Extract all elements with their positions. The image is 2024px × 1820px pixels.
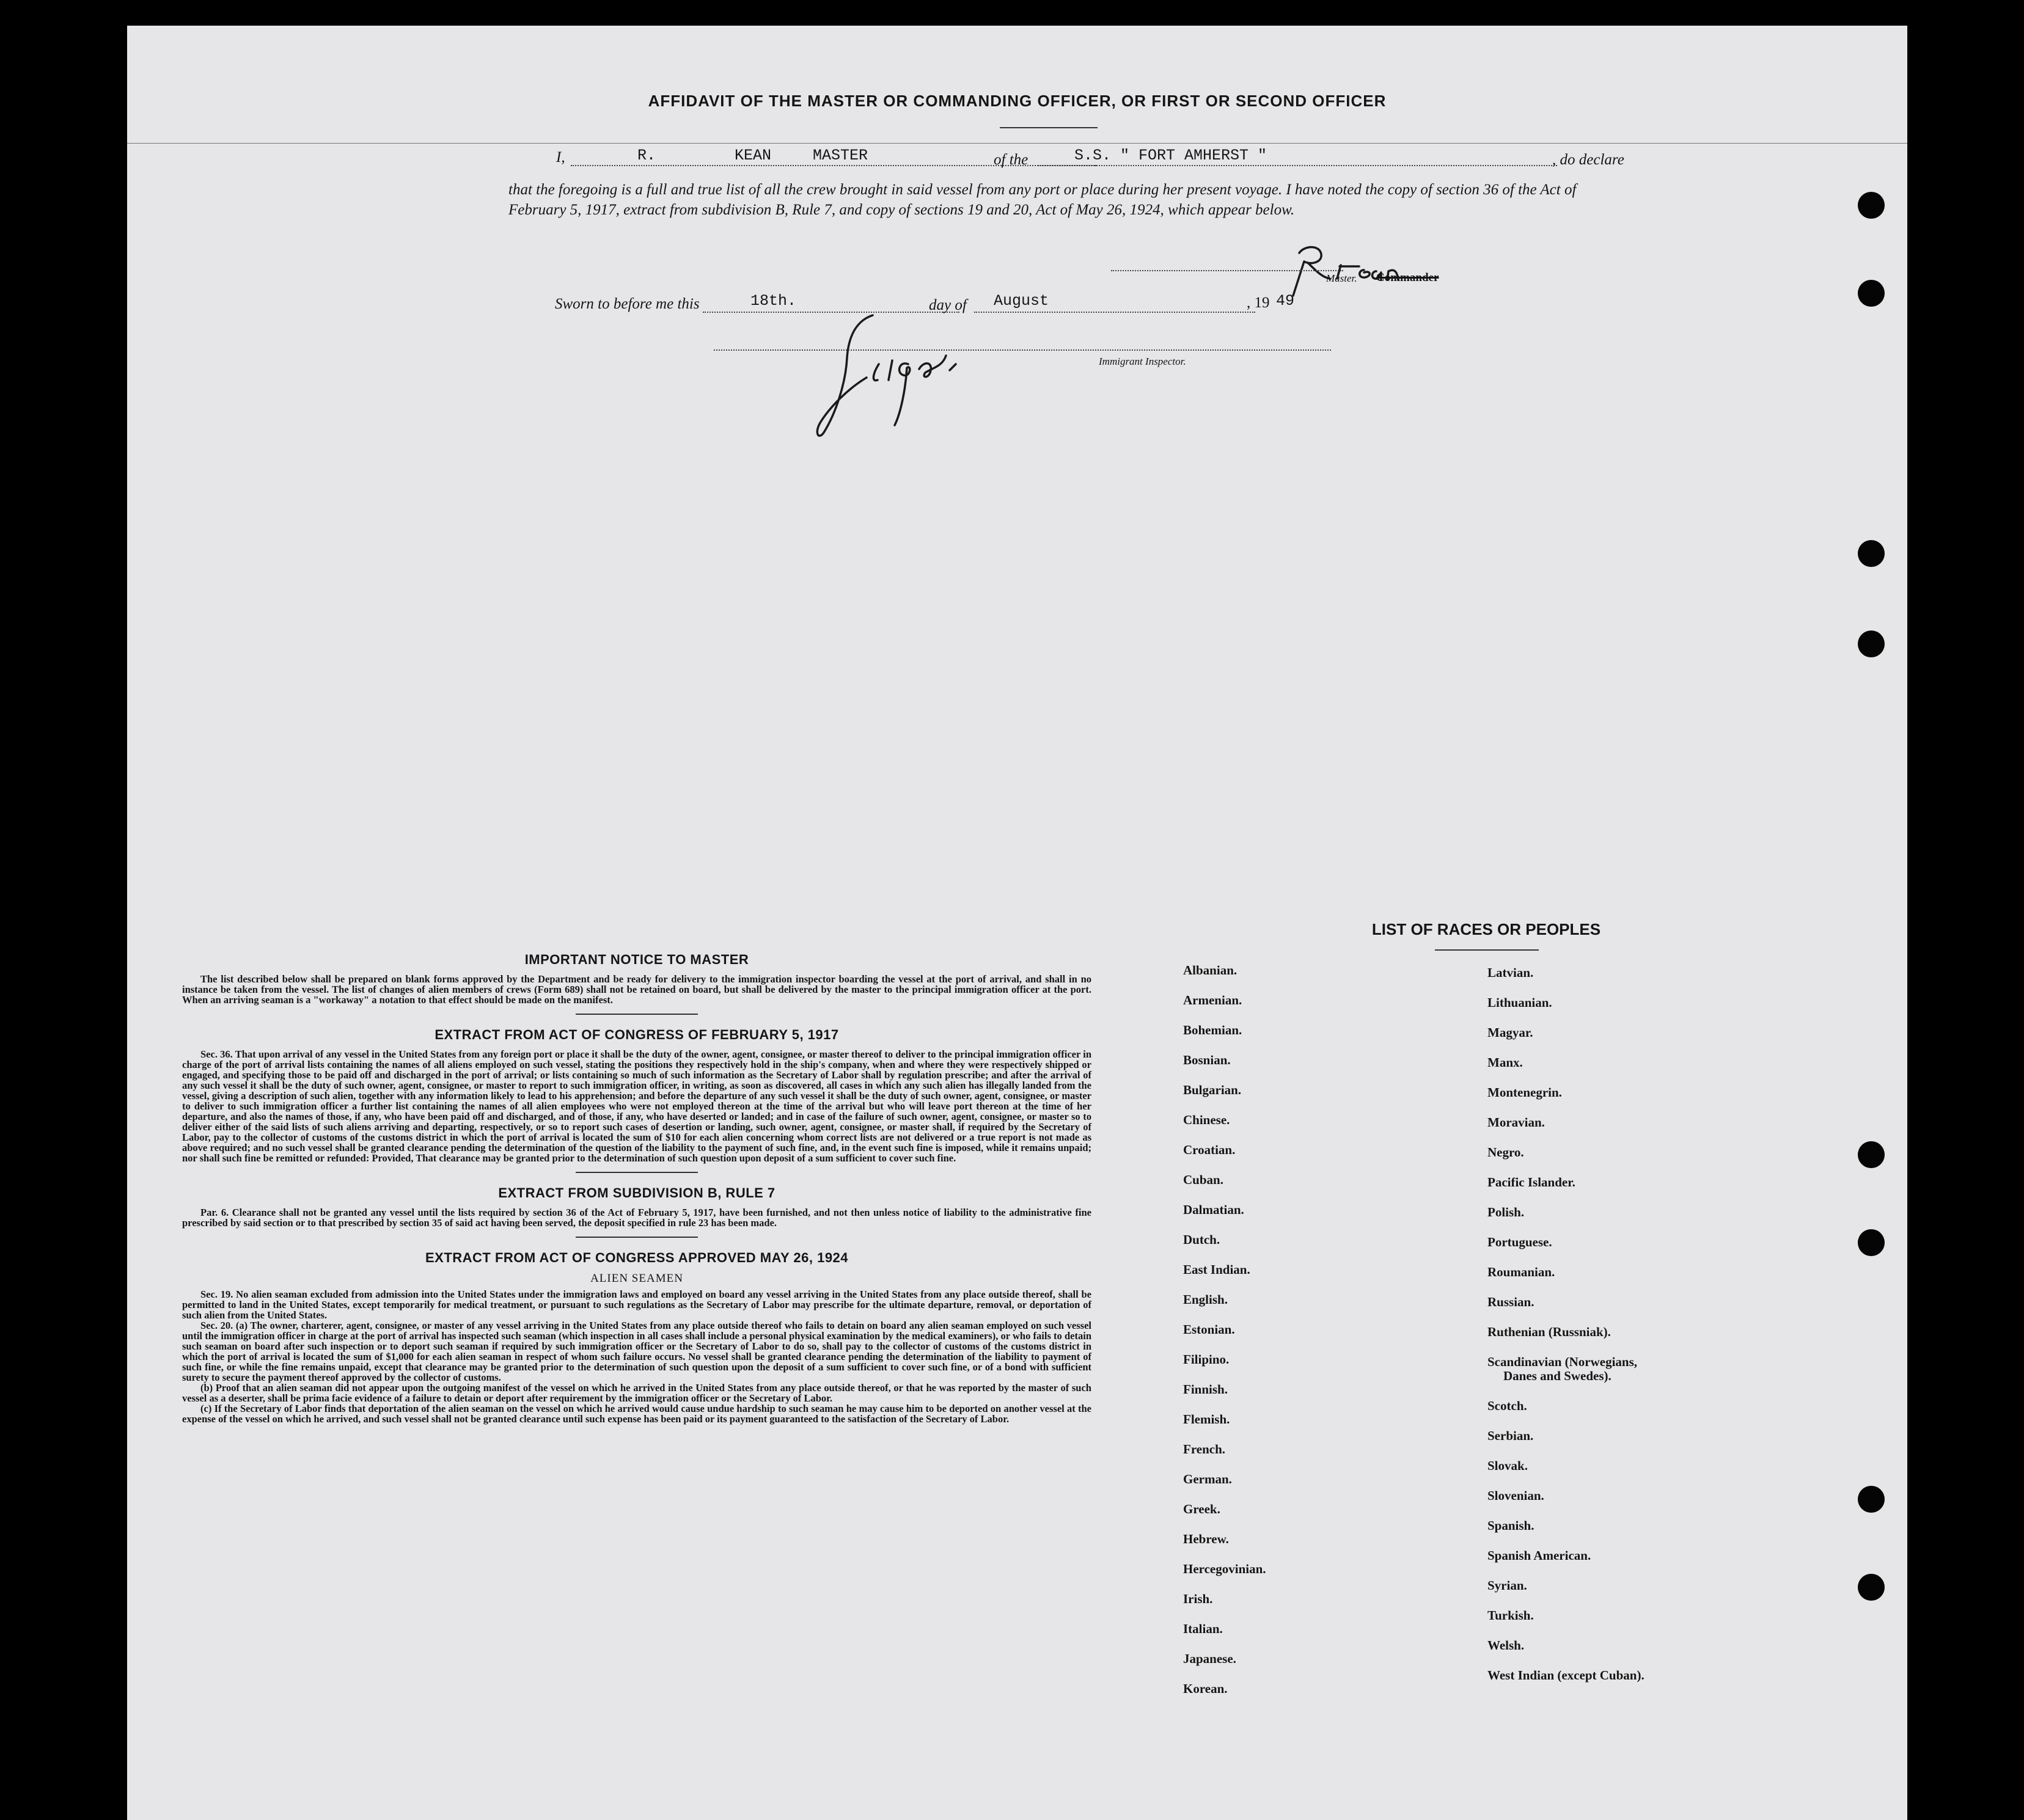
- race-item: Scotch.: [1487, 1398, 1527, 1413]
- race-item: Montenegrin.: [1487, 1085, 1562, 1100]
- race-item: Armenian.: [1183, 993, 1242, 1007]
- punch-hole: [1858, 1486, 1885, 1513]
- race-item: French.: [1183, 1442, 1226, 1456]
- race-item: Japanese.: [1183, 1651, 1236, 1666]
- affidavit-title: AFFIDAVIT OF THE MASTER OR COMMANDING OFFICER, OR FIRST OR SECOND OFFICER: [648, 92, 1387, 110]
- race-item: Estonian.: [1183, 1322, 1235, 1337]
- section-divider: [576, 1014, 698, 1015]
- race-item: Syrian.: [1487, 1578, 1527, 1593]
- race-item: Welsh.: [1487, 1638, 1525, 1653]
- of-the-label: of the: [994, 152, 1028, 168]
- race-item: Russian.: [1487, 1295, 1535, 1309]
- race-item: Magyar.: [1487, 1025, 1533, 1040]
- race-item: Polish.: [1487, 1205, 1525, 1219]
- vessel-name: S.S. " FORT AMHERST ": [1074, 147, 1267, 164]
- i-label: I,: [556, 149, 565, 166]
- race-item: Albanian.: [1183, 963, 1238, 978]
- section-divider: [576, 1172, 698, 1173]
- declaration-text: that the foregoing is a full and true list of all the crew brought in said vessel from any port or place during her present voyage. I have noted the copy of section 36 of the Act of February 5, 1917, extract from subdivision B, Rule 7, and copy of sections 19 and 20, Act of May 26, 1924, which appear below.: [508, 181, 1577, 218]
- extract-rule7-text: Par. 6. Clearance shall not be granted any vessel until the lists required by section 36 of the Act of February 5, 1917, have been furnished, and not then unless notice of liability to the administrative fine prescribed by said section or to that prescribed by section 35 of said act having been served, the deposit specified in rule 23 has been made.: [182, 1207, 1091, 1229]
- punch-hole: [1858, 280, 1885, 307]
- race-item: Cuban.: [1183, 1172, 1223, 1187]
- year-prefix: , 19: [1247, 294, 1270, 311]
- race-item: Turkish.: [1487, 1608, 1534, 1623]
- race-item: Slovenian.: [1487, 1488, 1544, 1503]
- race-item: Roumanian.: [1487, 1265, 1555, 1279]
- punch-hole: [1858, 192, 1885, 219]
- race-item: Italian.: [1183, 1621, 1223, 1636]
- race-item: Dalmatian.: [1183, 1202, 1244, 1217]
- extract-1924-sec20a: Sec. 20. (a) The owner, charterer, agent, consignee, or master of any vessel arriving in the United States from any place outside thereof who fails to detain on board any alien seaman employed on such vessel until the immigration officer in charge at the port of arrival has inspected such seaman (which inspection in all cases shall include a personal physical examination by the medical examiners), or who fails to detain such seaman on board after such inspection or to deport such seaman if required by such immigration officer or the Secretary of Labor to do so, shall pay to the collector of customs of the customs district in which the port of arrival is located the sum of $1,000 for each alien seaman in respect of whom such failure occurs. No vessel shall be granted clearance pending the determination of the liability to payment of such fine, or while the fine remains unpaid, except that clearance may be granted prior to the determination of such question upon the deposit of a sum sufficient to cover such fine, or of a bond with sufficient surety to secure the payment thereof approved by the collector of customs.: [182, 1320, 1091, 1383]
- master-surname: KEAN: [735, 147, 772, 164]
- race-item: Flemish.: [1183, 1412, 1230, 1427]
- master-label: Master.: [1326, 272, 1357, 284]
- extract-1917-text: Sec. 36. That upon arrival of any vessel in the United States from any foreign port or place it shall be the duty of the owner, agent, consignee, or master thereof to deliver to the principal immigration officer in charge of the port of arrival lists containing the names of all aliens employed on such vessel, stating the positions they respectively hold in the ship's company, when and where they were respectively shipped or engaged, and specifying those to be paid off and discharged in the port of arrival; or lists containing so much of such information as the Secretary of Labor shall by regulation prescribe; and after the arrival of any such vessel it shall be the duty of such owner, agent, consignee, or master to report to such immigration officer, in writing, as soon as discovered, all cases in which any such alien has illegally landed from the vessel, giving a description of such alien, together with any information likely to lead to his apprehension; and before the departure of any such vessel it shall be the duty of such owner, agent, consignee, or master to deliver to such immigration officer a further list containing the names of all alien employees who were not employed thereon at the time of the arrival but who will leave port thereon at the time of her departure, and also the names of those, if any, who have been paid off and discharged, and of those, if any, who have deserted or landed; and in case of the failure of such owner, agent, consignee, or master so to deliver either of the said lists of such aliens arriving and departing, respectively, or so to report such cases of desertion or landing, such owner, agent, consignee, or master shall, if required by the Secretary of Labor, pay to the collector of customs of the customs district in which the port of arrival is located the sum of $10 for each alien concerning whom correct lists are not delivered or a true report is not made as above required; and no such vessel shall be granted clearance pending the determination of the question of the liability to the payment of such fine, and, in the event such fine is imposed, while it remains unpaid; nor shall such fine be remitted or refunded: Provided, That clearance may be granted prior to the determination of such question upon deposit of a sum sufficient to cover such fine.: [182, 1048, 1091, 1164]
- struck-label: Commander: [1376, 271, 1439, 284]
- race-item: West Indian (except Cuban).: [1487, 1668, 1645, 1683]
- race-item: Korean.: [1183, 1681, 1228, 1696]
- race-item: Moravian.: [1487, 1115, 1545, 1130]
- race-item: Hebrew.: [1183, 1532, 1229, 1546]
- inspector-label: Immigrant Inspector.: [1099, 356, 1186, 367]
- document-page: [127, 26, 1907, 1820]
- race-item: Serbian.: [1487, 1428, 1534, 1443]
- race-item: Croatian.: [1183, 1142, 1236, 1157]
- race-item: Dutch.: [1183, 1232, 1220, 1247]
- notice-section: [182, 952, 1091, 1424]
- race-item: Slovak.: [1487, 1458, 1528, 1473]
- extract-1917-title: EXTRACT FROM ACT OF CONGRESS OF FEBRUARY 5, 1917: [435, 1027, 839, 1042]
- do-declare-label: , do declare: [1552, 152, 1624, 168]
- races-divider: [1435, 949, 1539, 951]
- race-item: English.: [1183, 1292, 1228, 1307]
- race-item: Ruthenian (Russniak).: [1487, 1325, 1611, 1339]
- race-item: Negro.: [1487, 1145, 1524, 1160]
- ruled-line: [127, 143, 1907, 144]
- sworn-day: 18th.: [750, 292, 797, 310]
- punch-hole: [1858, 1574, 1885, 1601]
- race-item: Finnish.: [1183, 1382, 1228, 1397]
- punch-hole: [1858, 540, 1885, 567]
- year-suffix: 49: [1276, 292, 1295, 310]
- sworn-label: Sworn to before me this: [555, 296, 700, 312]
- extract-rule7-title: EXTRACT FROM SUBDIVISION B, RULE 7: [498, 1185, 776, 1201]
- extract-1924-title: EXTRACT FROM ACT OF CONGRESS APPROVED MAY 26, 1924: [425, 1250, 849, 1265]
- extract-1924-sec19: Sec. 19. No alien seaman excluded from admission into the United States under the immigration laws and employed on board any vessel arriving in the United States from any place outside thereof, shall be permitted to land in the United States, except temporarily for medical treatment, or pursuant to such regulations as the Secretary of Labor may prescribe for the ultimate departure, removal, or deportation of such alien from the United States.: [182, 1288, 1091, 1321]
- punch-hole: [1858, 1229, 1885, 1256]
- race-item: Irish.: [1183, 1592, 1213, 1606]
- race-item: Bohemian.: [1183, 1023, 1242, 1037]
- race-item: Danes and Swedes).: [1503, 1369, 1612, 1383]
- race-item: Spanish.: [1487, 1518, 1535, 1533]
- punch-hole: [1858, 630, 1885, 657]
- race-item: Bulgarian.: [1183, 1083, 1242, 1097]
- section-divider: [576, 1237, 698, 1238]
- race-item: Spanish American.: [1487, 1548, 1591, 1563]
- race-item: Lithuanian.: [1487, 995, 1552, 1010]
- race-item: Latvian.: [1487, 965, 1534, 980]
- race-item: Chinese.: [1183, 1113, 1230, 1127]
- race-item: Hercegovinian.: [1183, 1562, 1266, 1576]
- extract-1924-sec20c: (c) If the Secretary of Labor finds that deportation of the alien seaman on the vessel on which he arrived would cause undue hardship to such seaman he may cause him to be deported on another vessel at the expense of the vessel on which he arrived, and such vessel shall not be granted clearance until such expense has been paid or its payment guaranteed to the satisfaction of the Secretary of Labor.: [182, 1403, 1091, 1425]
- day-of-label: day of: [929, 297, 967, 313]
- notice-title: IMPORTANT NOTICE TO MASTER: [524, 952, 749, 967]
- inspector-fill-line: [714, 349, 1331, 351]
- notice-text: The list described below shall be prepared on blank forms approved by the Department and be ready for delivery to the immigration inspector boarding the vessel at the port of arrival, and shall in no instance be taken from the vessel. The list of changes of alien members of crews (Form 689) shall not be retained on board, but shall be delivered by the master to the principal immigration officer at the port. When an arriving seaman is a "workaway" a notation to that effect should be made on the manifest.: [182, 973, 1091, 1006]
- master-rank: MASTER: [813, 147, 868, 164]
- race-item: Bosnian.: [1183, 1053, 1231, 1067]
- signature-fill-line: [1111, 270, 1343, 271]
- title-divider: [1000, 127, 1098, 128]
- race-item: Greek.: [1183, 1502, 1220, 1516]
- vessel-fill-line: [1038, 165, 1557, 166]
- races-title: LIST OF RACES OR PEOPLES: [1371, 920, 1601, 938]
- race-item: East Indian.: [1183, 1262, 1250, 1277]
- race-item: Pacific Islander.: [1487, 1175, 1575, 1190]
- race-item: Portuguese.: [1487, 1235, 1552, 1249]
- sworn-month: August: [994, 292, 1049, 310]
- master-initial: R.: [637, 147, 656, 164]
- punch-hole: [1858, 1141, 1885, 1168]
- race-item: German.: [1183, 1472, 1232, 1486]
- race-item: Manx.: [1487, 1055, 1523, 1070]
- extract-1924-sec20b: (b) Proof that an alien seaman did not appear upon the outgoing manifest of the vessel on which he arrived in the United States from any place outside thereof, or that he was reported by the master of such vessel as a deserter, shall be prima facie evidence of a failure to detain or deport after requirement by the immigration officer or the Secretary of Labor.: [182, 1382, 1091, 1404]
- extract-1924-subtitle: ALIEN SEAMEN: [590, 1272, 683, 1285]
- race-item: Scandinavian (Norwegians,: [1487, 1354, 1638, 1369]
- race-item: Filipino.: [1183, 1352, 1230, 1367]
